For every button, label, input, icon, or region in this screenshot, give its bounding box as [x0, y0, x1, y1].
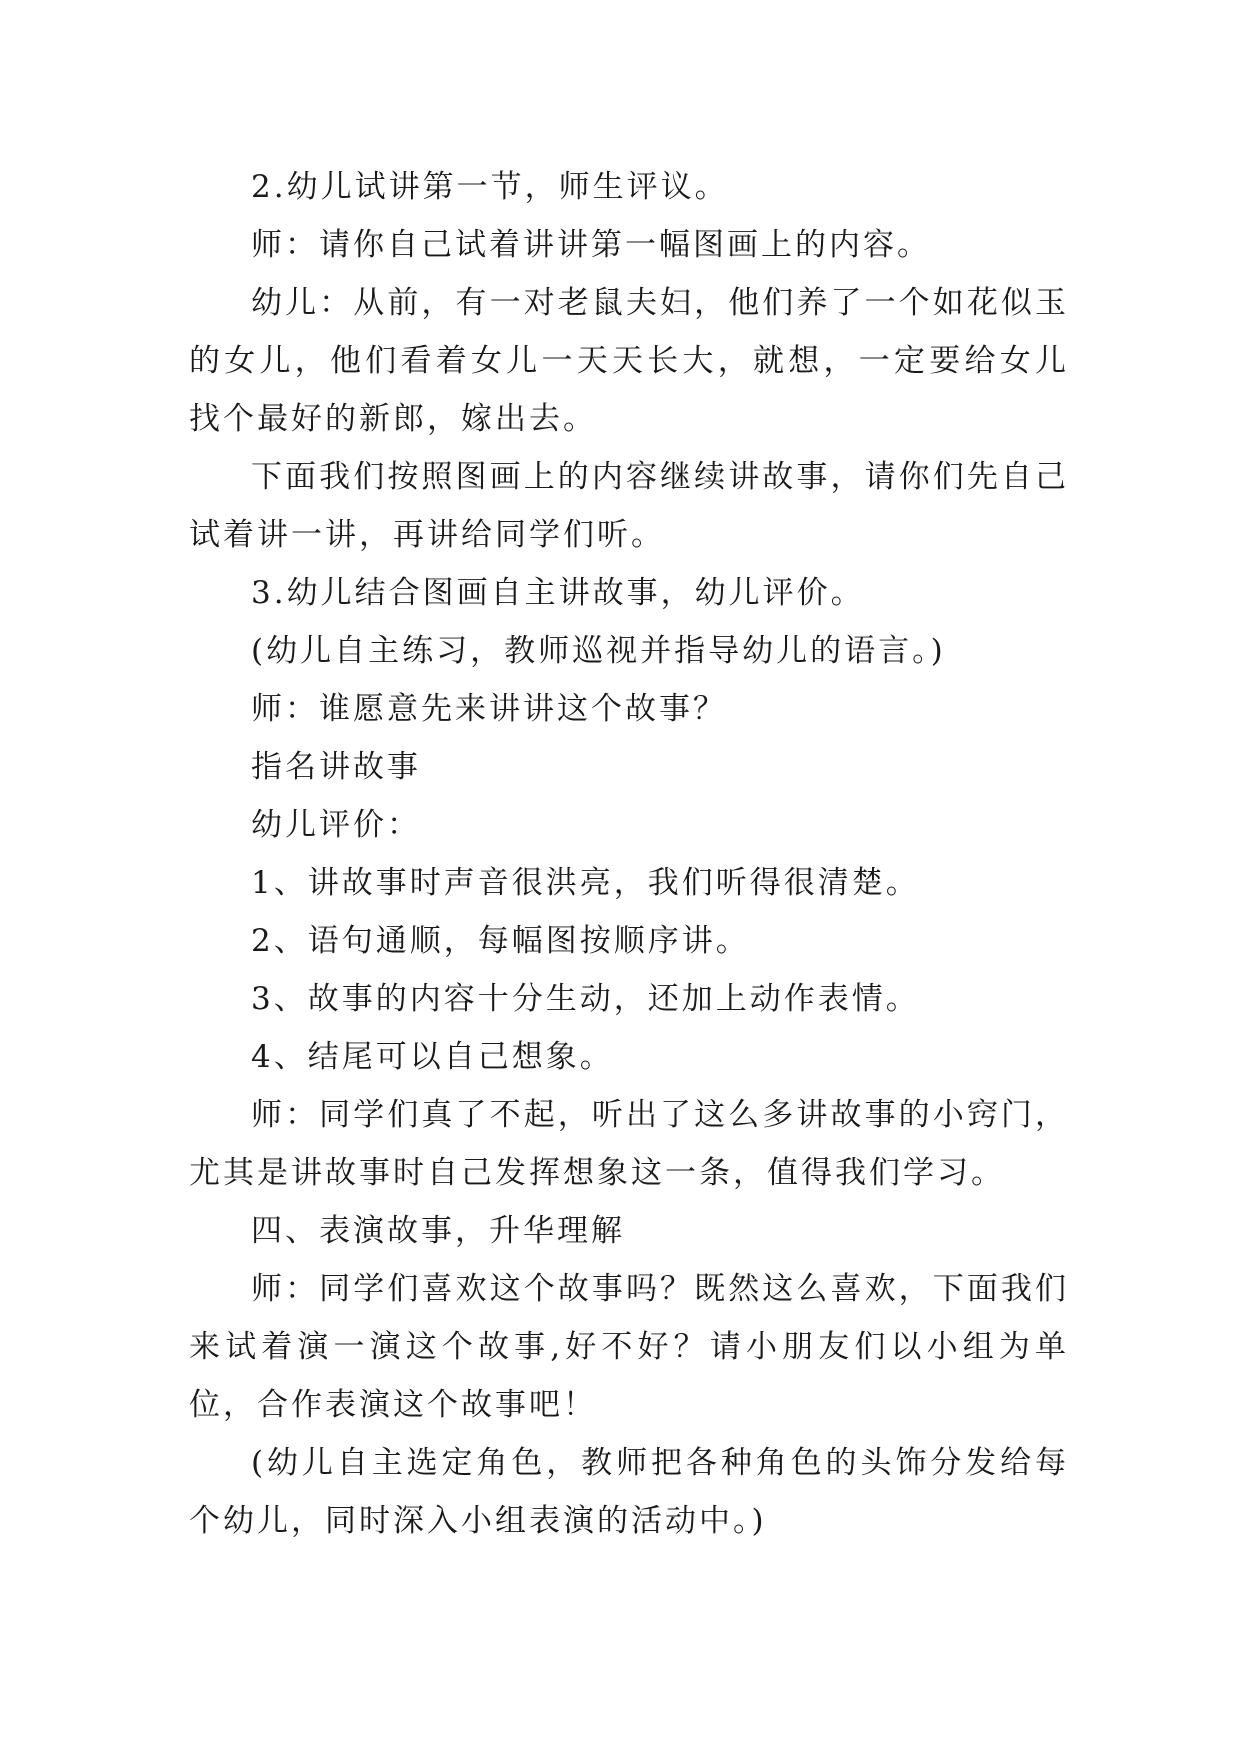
evaluation-item-3: 3、故事的内容十分生动，还加上动作表情。 [251, 981, 920, 1017]
paragraph-continue-story: 下面我们按照图画上的内容继续讲故事，请你们先自己试着讲一讲，再讲给同学们听。 [189, 459, 1069, 553]
paragraph-step-2: 2.幼儿试讲第一节，师生评议。 [251, 169, 729, 205]
paragraph-teacher-prompt: 师：请你自己试着讲讲第一幅图画上的内容。 [251, 227, 931, 263]
paragraph-practice-note: (幼儿自主练习，教师巡视并指导幼儿的语言。) [251, 633, 946, 669]
section-heading-4: 四、表演故事，升华理解 [251, 1213, 625, 1249]
paragraph-role-note: (幼儿自主选定角色，教师把各种角色的头饰分发给每个幼儿，同时深入小组表演的活动中。) [189, 1445, 1069, 1539]
evaluation-item-2: 2、语句通顺，每幅图按顺序讲。 [251, 923, 750, 959]
paragraph-teacher-perform: 师：同学们喜欢这个故事吗？既然这么喜欢，下面我们来试着演一演这个故事,好不好？请小朋友们以小组为单位，合作表演这个故事吧！ [189, 1271, 1069, 1423]
evaluation-item-4: 4、结尾可以自己想象。 [251, 1039, 614, 1075]
evaluation-item-1: 1、讲故事时声音很洪亮，我们听得很清楚。 [251, 865, 920, 901]
document-body [189, 158, 1069, 1550]
paragraph-step-3: 3.幼儿结合图画自主讲故事，幼儿评价。 [251, 575, 865, 611]
paragraph-child-story: 幼儿：从前，有一对老鼠夫妇，他们养了一个如花似玉的女儿，他们看着女儿一天天长大，就想，一定要给女儿找个最好的新郎，嫁出去。 [189, 285, 1069, 437]
paragraph-teacher-praise: 师：同学们真了不起，听出了这么多讲故事的小窍门，尤其是讲故事时自己发挥想象这一条，值得我们学习。 [189, 1097, 1069, 1191]
paragraph-evaluation-heading: 幼儿评价： [251, 807, 421, 843]
paragraph-call-on-students: 指名讲故事 [251, 749, 421, 785]
paragraph-teacher-question: 师：谁愿意先来讲讲这个故事？ [251, 691, 727, 727]
